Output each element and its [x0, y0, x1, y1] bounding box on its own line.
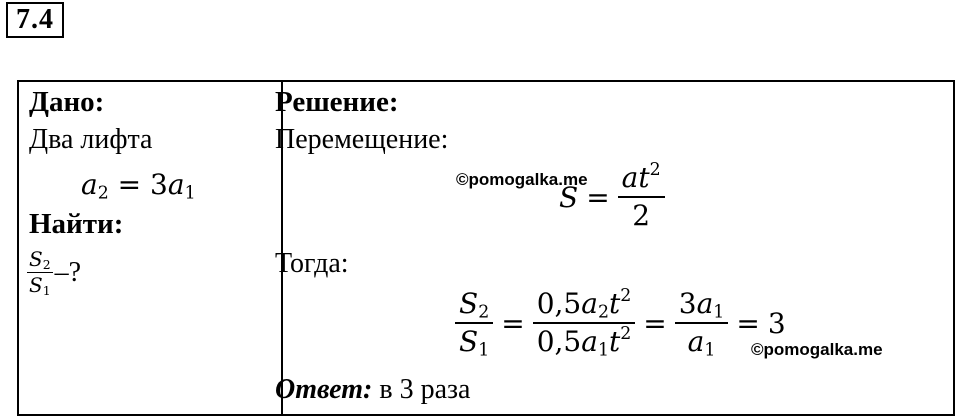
result-value: 3	[767, 306, 786, 340]
watermark-bottom: ©pomogalka.me	[751, 340, 883, 359]
expanded-fraction: $\frac{0,5a_2t^2}{0,5a_1t^2}$	[533, 288, 636, 358]
solution-heading: Решение:	[275, 86, 399, 118]
answer-line	[275, 374, 470, 406]
given-heading: Дано:	[29, 86, 105, 118]
watermark-top: ©pomogalka.me	[456, 170, 588, 189]
find-heading: Найти:	[29, 208, 124, 240]
answer-text: в 3 раза	[379, 374, 471, 405]
then-label: Тогда:	[275, 248, 349, 279]
formula1-fraction: $\frac{at^2}{2}$	[618, 162, 665, 232]
ratio-fraction: $\frac{S_2}{S_1}$	[455, 288, 493, 358]
formula-displacement: S = $\frac{at^2}{2}$	[559, 162, 665, 232]
formula-ratio: $\frac{S_2}{S_1}$ = $\frac{0,5a_2t^2}{0,5a_1t^2}$ = $\frac{3a_1}{a_1}$ = 3	[455, 288, 786, 358]
problem-number: 7.4	[6, 2, 64, 38]
find-ratio: $\frac{S_2}{S_1}$	[29, 247, 51, 299]
given-condition: $a_2 = 3a_1$	[81, 168, 196, 204]
simplified-fraction: $\frac{3a_1}{a_1}$	[675, 288, 729, 358]
find-suffix: –?	[54, 256, 82, 288]
find-expression	[27, 248, 81, 297]
displacement-label: Перемещение:	[275, 124, 449, 155]
answer-label: Ответ:	[275, 374, 373, 405]
given-text: Два лифта	[29, 124, 153, 155]
solution-table	[17, 80, 955, 416]
